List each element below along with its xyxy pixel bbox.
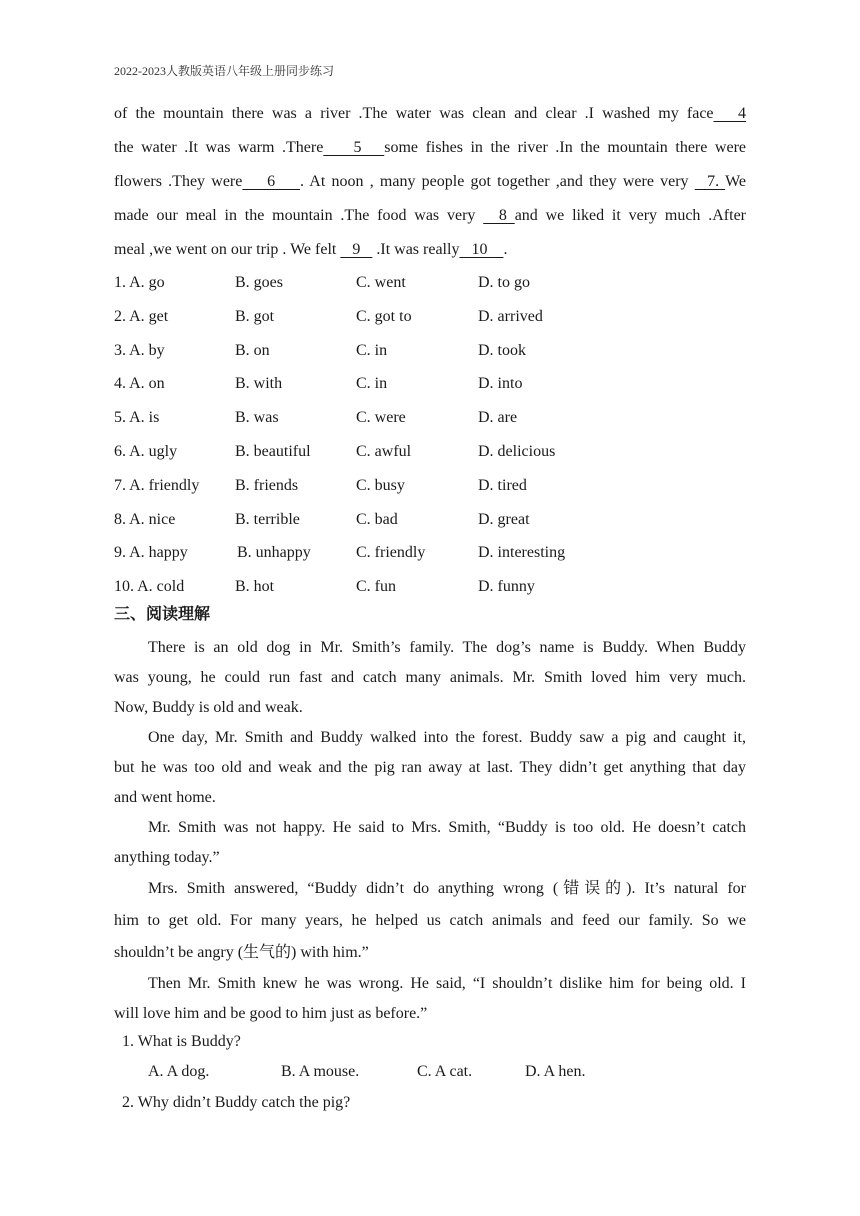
cloze-passage bbox=[114, 97, 746, 267]
option-b: B. with bbox=[235, 375, 283, 393]
option-row bbox=[114, 300, 754, 334]
option-row bbox=[114, 503, 754, 537]
option-d: D. arrived bbox=[478, 307, 543, 325]
option-row bbox=[114, 536, 754, 570]
option-a: 5. A. is bbox=[114, 409, 160, 427]
reading-paragraph bbox=[114, 969, 746, 1029]
reading-line: One day, Mr. Smith and Buddy walked into the forest. Buddy saw a pig and caught it, bbox=[148, 729, 746, 746]
option-a: 1. A. go bbox=[114, 274, 165, 291]
option-d: D. interesting bbox=[478, 544, 566, 562]
option-c: C. busy bbox=[356, 476, 405, 494]
passage-text: . At noon , many people got together ,and they were very bbox=[299, 173, 695, 190]
reading-line: Now, Buddy is old and weak. bbox=[114, 699, 303, 716]
option-b: B. was bbox=[235, 409, 279, 427]
passage-text: and we liked it very much .After bbox=[514, 207, 747, 224]
option-d: D. great bbox=[478, 510, 530, 528]
reading-paragraph bbox=[114, 633, 746, 723]
option-a: 10. A. cold bbox=[114, 578, 185, 596]
option-a: 8. A. nice bbox=[114, 510, 176, 528]
option-d: D. funny bbox=[478, 578, 535, 596]
option-b: B. unhappy bbox=[237, 544, 311, 562]
passage-text: meal ,we went on our trip . We felt bbox=[114, 241, 341, 258]
reading-line: shouldn’t be angry (生气的) with him.” bbox=[114, 944, 369, 961]
option-b: B. beautiful bbox=[235, 442, 311, 460]
option-d: D. to go bbox=[478, 274, 530, 291]
passage-line bbox=[114, 131, 746, 165]
blank-8: 8 bbox=[483, 207, 515, 224]
blank-9: 9 bbox=[340, 241, 373, 258]
option-d: D. took bbox=[478, 341, 526, 359]
reading-paragraph bbox=[114, 873, 746, 969]
option-row bbox=[114, 469, 754, 503]
option-row bbox=[114, 367, 754, 401]
reading-paragraph bbox=[114, 723, 746, 813]
reading-line: Then Mr. Smith knew he was wrong. He said, “I shouldn’t dislike him for being old. I bbox=[148, 975, 746, 992]
passage-text: made our meal in the mountain .The food was very bbox=[114, 207, 484, 224]
option-c: C. were bbox=[356, 409, 406, 427]
reading-line: Mrs. Smith answered, “Buddy didn’t do anything wrong (错误的). It’s natural for bbox=[148, 880, 746, 897]
option-b: B. got bbox=[235, 307, 275, 325]
option-d: D. are bbox=[478, 409, 518, 427]
reading-passage bbox=[114, 633, 746, 1029]
reading-line: There is an old dog in Mr. Smith’s family. The dog’s name is Buddy. When Buddy bbox=[148, 639, 746, 656]
option-a: 3. A. by bbox=[114, 341, 165, 359]
option-b: B. friends bbox=[235, 476, 299, 494]
q1-option-a: A. A dog. bbox=[148, 1063, 210, 1080]
question-1: 1. What is Buddy? bbox=[122, 1033, 241, 1050]
option-row bbox=[114, 435, 754, 469]
option-row bbox=[114, 266, 754, 300]
passage-line bbox=[114, 233, 746, 267]
option-row bbox=[114, 401, 754, 435]
q1-option-c: C. A cat. bbox=[417, 1063, 473, 1080]
option-c: C. friendly bbox=[356, 544, 426, 562]
option-d: D. into bbox=[478, 375, 523, 393]
option-c: C. got to bbox=[356, 307, 412, 325]
passage-text: We bbox=[725, 173, 747, 190]
passage-text: some fishes in the river .In the mountain there were bbox=[384, 139, 747, 156]
option-b: B. hot bbox=[235, 578, 275, 596]
passage-line bbox=[114, 165, 746, 199]
option-a: 4. A. on bbox=[114, 375, 165, 393]
reading-line: Mr. Smith was not happy. He said to Mrs. Smith, “Buddy is too old. He doesn’t catch bbox=[148, 819, 746, 836]
option-d: D. delicious bbox=[478, 442, 556, 460]
option-a: 9. A. happy bbox=[114, 544, 188, 562]
option-c: C. bad bbox=[356, 510, 398, 528]
reading-paragraph bbox=[114, 813, 746, 873]
reading-line: but he was too old and weak and the pig ran away at last. They didn’t get anything that day bbox=[114, 759, 746, 776]
option-b: B. terrible bbox=[235, 510, 300, 528]
option-c: C. fun bbox=[356, 578, 396, 596]
blank-6: 6 bbox=[242, 173, 300, 190]
blank-4: 4 bbox=[713, 105, 747, 122]
section-title: 三、阅读理解 bbox=[114, 604, 211, 623]
option-c: C. awful bbox=[356, 442, 412, 460]
passage-line bbox=[114, 199, 746, 233]
option-a: 6. A. ugly bbox=[114, 442, 178, 460]
option-b: B. on bbox=[235, 341, 270, 359]
passage-line bbox=[114, 97, 746, 131]
passage-text: the water .It was warm .There bbox=[114, 139, 324, 156]
option-d: D. tired bbox=[478, 476, 527, 494]
passage-text: flowers .They were bbox=[114, 173, 243, 190]
reading-line: anything today.” bbox=[114, 849, 220, 866]
option-c: C. in bbox=[356, 341, 388, 359]
option-b: B. goes bbox=[235, 274, 283, 291]
option-c: C. in bbox=[356, 375, 388, 393]
document-header: 2022-2023人教版英语八年级上册同步练习 bbox=[114, 64, 334, 78]
cloze-options bbox=[114, 266, 754, 604]
passage-text: of the mountain there was a river .The water was clean and clear .I washed my face bbox=[114, 105, 714, 122]
option-c: C. went bbox=[356, 274, 406, 291]
q1-option-d: D. A hen. bbox=[525, 1063, 586, 1080]
blank-7: 7. bbox=[694, 173, 726, 190]
option-row bbox=[114, 570, 754, 604]
passage-text: . bbox=[503, 241, 508, 258]
q1-option-b: B. A mouse. bbox=[281, 1063, 360, 1080]
reading-line: will love him and be good to him just as before.” bbox=[114, 1005, 428, 1022]
option-row bbox=[114, 334, 754, 368]
option-a: 2. A. get bbox=[114, 307, 169, 325]
blank-5: 5 bbox=[323, 139, 385, 156]
reading-line: and went home. bbox=[114, 789, 216, 806]
question-2: 2. Why didn’t Buddy catch the pig? bbox=[122, 1094, 351, 1111]
option-a: 7. A. friendly bbox=[114, 476, 200, 494]
reading-line: him to get old. For many years, he helped us catch animals and feed our family. So we bbox=[114, 912, 746, 929]
reading-line: was young, he could run fast and catch many animals. Mr. Smith loved him very much. bbox=[114, 669, 746, 686]
passage-text: .It was really bbox=[372, 241, 460, 258]
blank-10: 10 bbox=[459, 241, 504, 258]
